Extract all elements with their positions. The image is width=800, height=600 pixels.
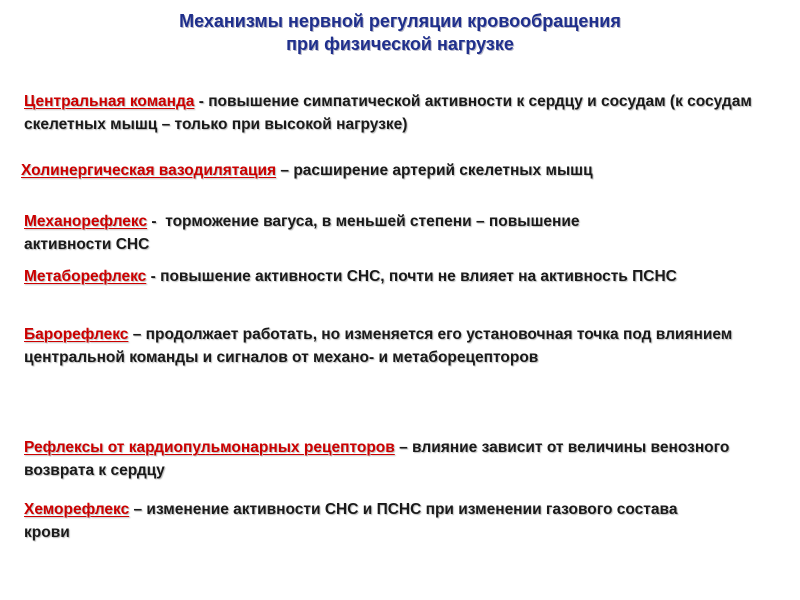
slide-title-line1: Механизмы нервной регуляции кровообращения xyxy=(179,11,621,31)
item-cardiopulmonary-reflexes xyxy=(24,436,754,482)
item-separator: – xyxy=(394,439,413,456)
item-cholinergic-vasodilation xyxy=(21,159,781,182)
item-text: изменение активности СНС и ПСНС при изменении газового состава крови xyxy=(24,501,678,541)
item-separator: – xyxy=(128,326,146,343)
item-central-command xyxy=(24,90,774,136)
item-chemoreflex xyxy=(24,498,724,544)
item-text: повышение симпатической активности к сердцу и сосудам (к сосудам скелетных мышц – только при высокой нагрузке) xyxy=(24,93,752,133)
item-term: Метаборефлекс xyxy=(24,268,147,285)
item-mechanoreflex xyxy=(24,210,669,256)
item-separator: – xyxy=(276,162,294,179)
item-separator: - xyxy=(146,268,161,285)
item-term: Центральная команда xyxy=(24,93,195,110)
item-text: продолжает работать, но изменяется его установочная точка под влиянием центральной команды и сигналов от механо- и метаборецепторов xyxy=(24,326,733,366)
item-text: торможение вагуса, в меньшей степени – повышение активности СНС xyxy=(24,213,580,253)
item-term: Хеморефлекс xyxy=(24,501,130,518)
item-separator: - xyxy=(147,213,166,230)
item-text: влияние зависит от величины венозного возврата к сердцу xyxy=(24,439,730,479)
item-term: Рефлексы от кардиопульмонарных рецепторов xyxy=(24,439,395,456)
item-metaboreflex xyxy=(24,265,794,288)
slide-title xyxy=(0,10,800,56)
item-term: Механорефлекс xyxy=(24,213,148,230)
item-separator: - xyxy=(194,93,209,110)
item-text: повышение активности СНС, почти не влияет на активность ПСНС xyxy=(160,268,677,285)
item-baroreflex xyxy=(24,323,759,369)
item-term: Барорефлекс xyxy=(24,326,129,343)
item-text: расширение артерий скелетных мышц xyxy=(293,162,593,179)
item-term: Холинергическая вазодилятация xyxy=(21,162,277,179)
slide-title-line2: при физической нагрузке xyxy=(286,34,514,54)
item-separator: – xyxy=(129,501,147,518)
